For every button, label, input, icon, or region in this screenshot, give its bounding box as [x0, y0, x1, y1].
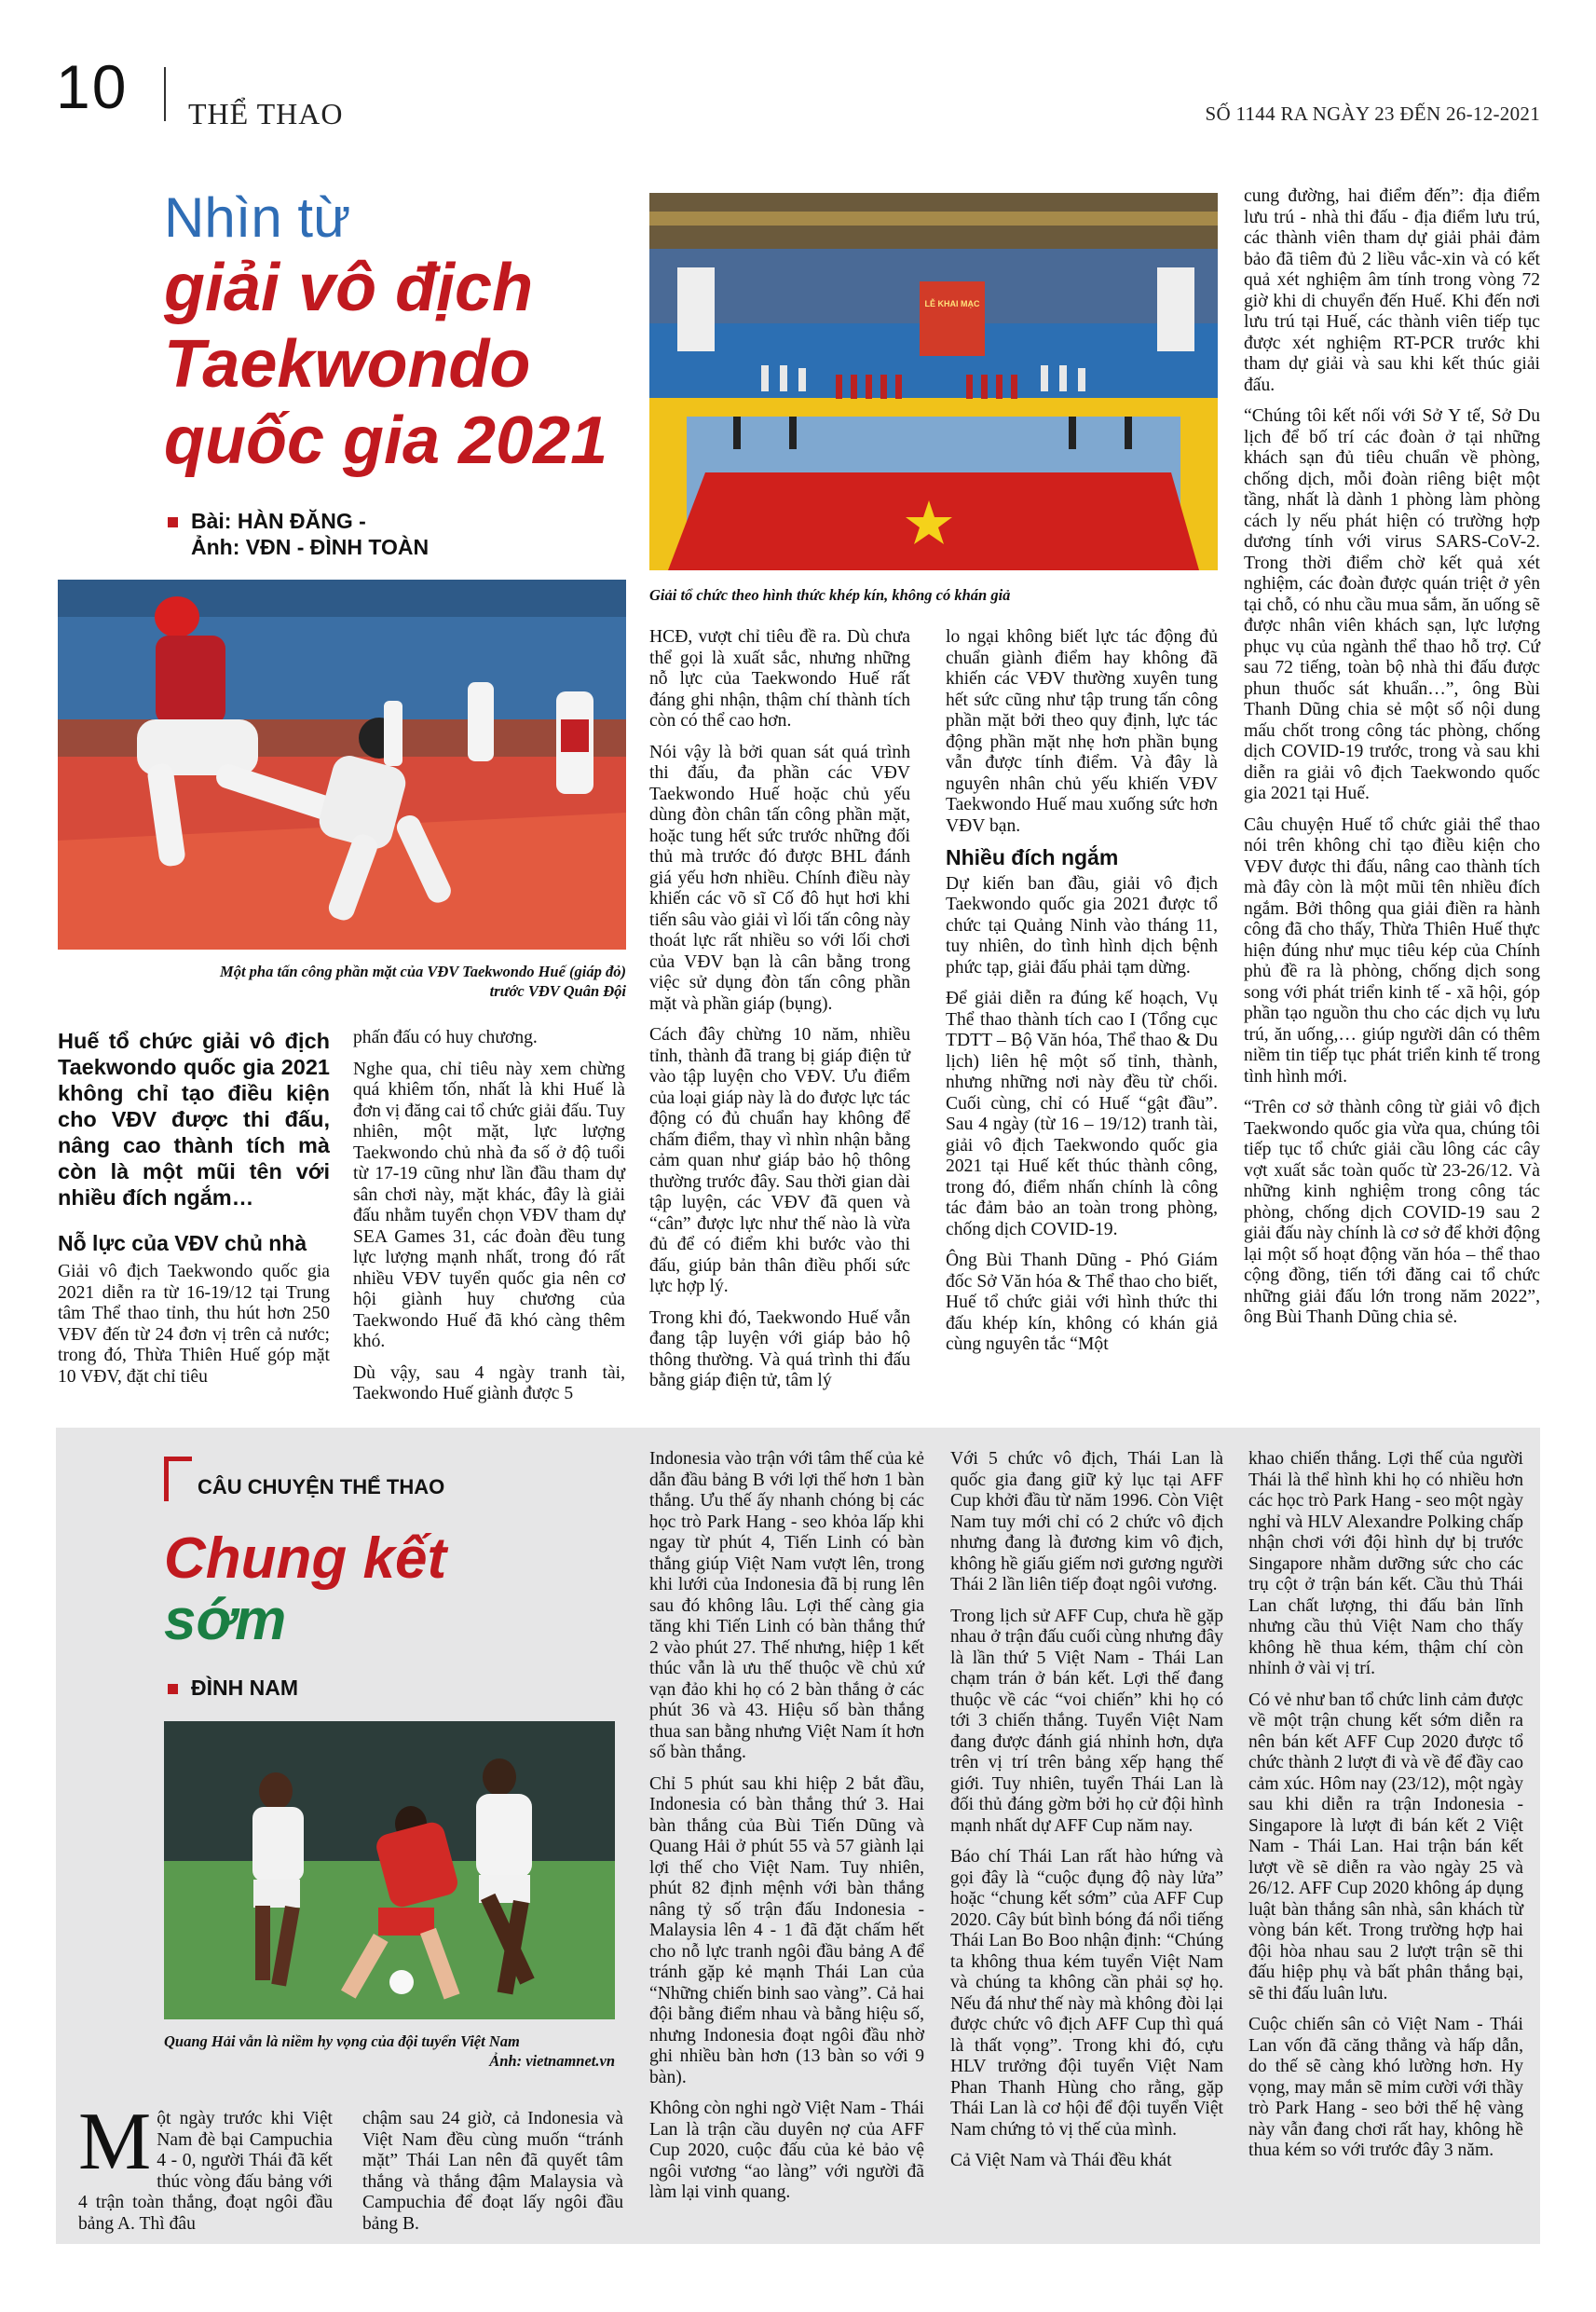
article2-col4 [950, 1449, 1223, 2182]
kicker-text: CÂU CHUYỆN THỂ THAO [198, 1475, 445, 1498]
a2-title-line2: sớm [164, 1588, 287, 1652]
article2-col2 [362, 2109, 623, 2245]
caption-football-text: Quang Hải vẫn là niềm hy vọng của đội tuyển Việt Nam [164, 2032, 520, 2050]
page-number: 10 [56, 52, 129, 121]
a1-c3-p2: Nói vậy là bởi quan sát quá trình thi đấu, đa phần các VĐV Taekwondo Huế hoặc chủ yếu dùng đòn chân tấn công phần mặt, hoặc tung hết sức trước những đối thủ mà trước đó được BHL đánh giá yếu hơn nhiều. Chính điều này khiến các võ sĩ Cố đô hụt hơi khi tiến sâu vào giải vì lối tấn công này thoát lực rất nhiều so với lối chơi của VĐV bạn là cân bằng trong việc sử dụng đòn tấn công phần mặt và phần giáp (bụng). [649, 742, 910, 1014]
article2-byline [168, 1676, 298, 1701]
a1-c4-p2: Dự kiến ban đầu, giải vô địch Taekwondo quốc gia 2021 được tổ chức tại Quảng Ninh vào tháng 11, tuy nhiên, do tình hình dịch bệnh phức tạp, giải đấu phải tạm dừng. [946, 873, 1218, 978]
byline-photo: Ảnh: VĐN - ĐÌNH TOÀN [191, 535, 430, 559]
a2-c5-p3: Cuộc chiến sân cỏ Việt Nam - Thái Lan vốn đã căng thẳng và hấp dẫn, do thế sẽ càng khó lường hơn. Hy vọng, may mắn sẽ mỉm cười với thầy trò Park Hang - seo bởi thế hệ vàng này vẫn đang chơi rất hay, không hề thua kém so với trước đây 3 năm. [1248, 2015, 1523, 2160]
byline-author: Bài: HÀN ĐĂNG - [191, 509, 366, 533]
a2-c4-p3: Báo chí Thái Lan rất hào hứng và gọi đây là “cuộc đụng độ này lửa” hoặc “chung kết sớm” của AFF Cup 2020. Cây bút bình bóng đá nổi tiếng Thái Lan Bo Boo nhận định: “Chúng ta không thua kém tuyển Việt Nam và chúng ta không cần phải sợ họ. Nếu đá như thế này mà không đòi lại được chức vô địch AFF Cup thì quá là thất vọng”. Trong khi đó, cựu HLV trưởng đội tuyển Việt Nam Phan Thanh Hùng cho rằng, gặp Thái Lan là cơ hội để đội tuyển Việt Nam chứng tỏ vị thế của mình. [950, 1847, 1223, 2140]
a2-c2-p1: chậm sau 24 giờ, cả Indonesia và Việt Nam đều cùng muốn “tránh mặt” Thái Lan nên đã quyết tâm thắng và thắng đậm Malaysia và Campuchia để đoạt lấy ngôi đầu bảng B. [362, 2109, 623, 2234]
title-line-4: quốc gia 2021 [164, 404, 608, 478]
a2-c3-p3: Không còn nghi ngờ Việt Nam - Thái Lan là trận cầu duyên nợ của AFF Cup 2020, cuộc đấu của kẻ bảo vệ ngôi vương “ao làng” với người đã làm lại vinh quang. [649, 2099, 924, 2202]
title-line-2: giải vô địch [164, 251, 534, 325]
byline2-bullet [168, 1684, 178, 1694]
a1-c5-p2: “Chúng tôi kết nối với Sở Y tế, Sở Du lịch để bố trí các đoàn ở tại những khách sạn đủ tiêu chuẩn về phòng, chống dịch, mỗi đoàn riêng biệt một tầng, nhất là dành 1 phòng làm phòng cách ly nếu phát hiện có trường hợp dương tính với virus SARS-CoV-2. Trong thời điểm chờ kết quả xét nghiệm, các đoàn được quán triệt ở yên tại chỗ, có nhu cầu mua sắm, ăn uống sẽ được nhân viên khách sạn, lực lượng phục vụ của ngành thể thao hỗ trợ. Cứ sau 72 tiếng, toàn bộ nhà thi đấu được phun thuốc sát khuẩn…”, ông Bùi Thanh Dũng chia sẻ một số nội dung mấu chốt trong công tác phòng, chống dịch COVID-19 trước, trong và sau khi diễn ra giải vô địch Taekwondo quốc gia 2021 tại Huế. [1244, 406, 1540, 803]
issue-date: SỐ 1144 RA NGÀY 23 ĐẾN 26-12-2021 [1205, 103, 1540, 125]
dropcap: M [78, 2097, 152, 2187]
a1-c3-p1: HCĐ, vượt chỉ tiêu đề ra. Dù chưa thể gọi là xuất sắc, nhưng những nỗ lực của Taekwondo Huế rất đáng ghi nhận, thậm chí thành tích còn có thể cao hơn. [649, 627, 910, 731]
a2-c4-p1: Với 5 chức vô địch, Thái Lan là quốc gia đang giữ kỷ lục tại AFF Cup khởi đầu từ năm 1996. Còn Việt Nam tuy mới chỉ có 2 chức vô địch nhưng đang là đương kim vô địch, không hề giấu giếm nơi gương người Thái 2 lần liên tiếp đoạt ngôi vương. [950, 1449, 1223, 1594]
caption-left-line2: trước VĐV Quân Đội [489, 982, 626, 1000]
title-line-1: Nhìn từ [164, 186, 351, 249]
article1-col5 [1244, 186, 1540, 1339]
byline-bullet [168, 517, 178, 527]
caption-left-line1: Một pha tấn công phần mặt của VĐV Taekwondo Huế (giáp đỏ) [220, 963, 626, 980]
article1-lead: Huế tổ chức giải vô địch Taekwondo quốc gia 2021 không chỉ tạo điều kiện cho VĐV được thi đấu, nâng cao thành tích mà còn là một mũi tên với nhiều đích ngắm… [58, 1029, 330, 1210]
a1-c4-p3: Để giải diễn ra đúng kế hoạch, Vụ Thể thao thành tích cao I (Tổng cục TDTT – Bộ Văn hóa, Thể thao & Du lịch) liên hệ một số tỉnh, thành, nhưng những nơi này đều từ chối. Cuối cùng, chỉ có Huế “gật đầu”. Sau 4 ngày (từ 16 – 19/12) tranh tài, giải vô địch Taekwondo quốc gia 2021 tại Huế kết thúc thành công, trong đó, điểm nhấn chính là công tác đảm bảo an toàn trong phòng, chống dịch COVID-19. [946, 989, 1218, 1239]
a2-c3-p1: Indonesia vào trận với tâm thế của kẻ dẫn đầu bảng B với lợi thế hơn 1 bàn thắng. Ưu thế ấy nhanh chóng bị các học trò Park Hang - seo khỏa lấp khi ngay từ phút 4, Tiến Linh có bàn thắng giúp Việt Nam vượt lên, trong khi lưới của Indonesia đã bị rung lên sau đó không lâu. Lợi thế càng gia tăng khi Tiến Linh có bàn thắng thứ 2 vào phút 27. Thế nhưng, hiệp 1 kết thúc vẫn là ưu thế thuộc về chủ xứ vạn đảo khi họ có 2 bàn thắng ở các phút 36 và 43. Hiệu số bàn thắng thua san bằng nhưng Việt Nam ít hơn số bàn thắng. [649, 1449, 924, 1762]
a2-c5-p1: khao chiến thắng. Lợi thế của người Thái là thể hình khi họ có nhiều hơn các học trò Park Hang - seo một ngày nghỉ và HLV Alexandre Polking chấp nhận chơi với đội hình dự bị trước Singapore nhằm dưỡng sức cho các trụ cột ở trận bán kết. Cầu thủ Thái Lan chất lượng, thi đấu bản lĩnh nhưng cầu thủ Việt Nam cho thấy không hề thua kém, thậm chí còn nhỉnh ở vài vị trí. [1248, 1449, 1523, 1678]
article1-col2 [353, 1028, 625, 1416]
byline2-author: ĐÌNH NAM [191, 1676, 298, 1700]
banner-text: LỄ KHAI MẠC [924, 299, 980, 308]
a2-c4-p4: Cả Việt Nam và Thái đều khát [950, 2151, 1172, 2170]
a1-c1-p1: Giải vô địch Taekwondo quốc gia 2021 diễn ra từ 16-19/12 tại Trung tâm Thể thao tỉnh, thu hút hơn 250 VĐV đến từ 24 đơn vị trên cả nước; trong đó, Thừa Thiên Huế góp mặt 10 VĐV, đặt chỉ tiêu [58, 1262, 330, 1387]
a1-c2-p2: Nghe qua, chỉ tiêu này xem chừng quá khiêm tốn, nhất là khi Huế là đơn vị đăng cai tổ chức giải đấu. Tuy nhiên, một mặt, lực lượng Taekwondo chủ nhà đa số ở độ tuổi từ 17-19 cũng như lần đầu tham dự sân chơi này, mặt khác, đây là giải đấu nhằm tuyển chọn VĐV tham dự SEA Games 31, các đoàn đều tung lực lượng mạnh nhất, trong đó rất nhiều VĐV tuyển quốc gia nên cơ hội giành huy chương của Taekwondo Huế đã khó càng thêm khó. [353, 1059, 625, 1351]
header-divider [164, 67, 166, 121]
page-header [56, 52, 1540, 130]
caption-football-credit: Ảnh: vietnamnet.vn [489, 2052, 615, 2070]
a1-c2-p3: Dù vậy, sau 4 ngày tranh tài, Taekwondo Huế giành được 5 [353, 1362, 625, 1403]
a1-c5-p1: cung đường, hai điểm đến”: địa điểm lưu trú - nhà thi đấu - địa điểm lưu trú, các thành viên tham dự giải phải đảm bảo đã tiêm đủ 2 liều vắc-xin và có kết quả xét nghiệm âm tính trong vòng 72 giờ khi di chuyển đến Huế. Khi đến nơi lưu trú tại Huế, các thành viên tiếp tục được xét nghiệm RT-PCR trước khi tham dự giải và sau khi kết thúc giải đấu. [1244, 186, 1540, 395]
caption-top-photo: Giải tổ chức theo hình thức khép kín, không có khán giả [649, 586, 1011, 604]
subhead-1: Nỗ lực của VĐV chủ nhà [58, 1231, 307, 1255]
a2-title-line1: Chung kết [164, 1526, 447, 1591]
article1-col3 [649, 627, 910, 1402]
subhead-2: Nhiều đích ngắm [946, 845, 1119, 869]
a1-c3-p4: Trong khi đó, Taekwondo Huế vẫn đang tập luyện với giáp bảo hộ thông thường. Và quá trình thi đấu bằng giáp điện tử, tâm lý [649, 1307, 910, 1390]
caption-left-photo [58, 962, 626, 1001]
a1-c5-p4: “Trên cơ sở thành công từ giải vô địch Taekwondo quốc gia vừa qua, chúng tôi tiếp tục tổ chức giải cầu lông các cây vợt xuất sắc toàn quốc từ 23-26/12. Và những kinh nghiệm trong công tác phòng, chống dịch COVID-19 sau 2 giải đấu này chính là cơ sở để khởi động lại một số hoạt động văn hóa – thể thao cộng đồng, tiến tới đăng cai tổ chức những giải đấu lớn trong năm 2022”, ông Bùi Thanh Dũng chia sẻ. [1244, 1098, 1540, 1327]
a2-c1-p1: ột ngày trước khi Việt Nam đè bại Campuchia 4 - 0, người Thái đã kết thúc vòng đấu bảng với 4 trận toàn thắng, đoạt ngôi đầu bảng A. Thì đâu [78, 2109, 333, 2234]
a1-c3-p3: Cách đây chừng 10 năm, nhiều tỉnh, thành đã trang bị giáp điện tử vào tập luyện cho VĐV. Ưu điểm của loại giáp này là do được lực tác động có đủ chuẩn hay không để chấm điểm, thay vì nhìn nhận bằng cảm quan như giáp bảo hộ thông thường trước đây. Sau thời gian dài tập luyện, các VĐV đã quen và “cân” được lực như thế nào là vừa đủ để có điểm khi bước vào thi đấu, giúp bản thân điều phối sức lực hợp lý. [649, 1025, 910, 1296]
article1-title [164, 186, 648, 479]
a1-c2-p1: phấn đấu có huy chương. [353, 1028, 538, 1047]
a2-c5-p2: Có vẻ như ban tổ chức linh cảm được về một trận chung kết sớm diễn ra nên bán kết AFF Cup 2020 được tổ chức thành 2 lượt đi và về để đầy cao cảm xúc. Hôm nay (23/12), một ngày sau khi diễn ra trận Indonesia - Singapore là lượt đi bán kết 2 Việt Nam - Thái Lan. Hai trận bán kết lượt về sẽ diễn ra vào ngày 25 và 26/12. AFF Cup 2020 không áp dụng luật bàn thắng sân nhà, sân khách từ vòng bán kết. Trong trường hợp hai đội hòa nhau sau 2 lượt trận sẽ thi đấu hiệp phụ và bất phân thắng bại, sẽ thi đấu luân lưu. [1248, 1690, 1523, 2004]
section-name: THỂ THAO [188, 97, 344, 130]
article2-col5 [1248, 1449, 1523, 2172]
title-line-3: Taekwondo [164, 327, 531, 402]
caption-football-photo [164, 2032, 615, 2071]
a2-c4-p2: Trong lịch sử AFF Cup, chưa hề gặp nhau ở trận đấu cuối cùng nhưng đây là lần thứ 5 Việt Nam - Thái Lan chạm trán ở bán kết. Lợi thế đang thuộc về các “voi chiến” khi họ có tới 3 chiến thắng. Tuyển Việt Nam đang được đánh giá nhỉnh hơn, dựa trên vị trí trên bảng xếp hạng thế giới. Tuy nhiên, tuyển Thái Lan là đối thủ đáng gờm bởi họ cử đội hình mạnh nhất dự AFF Cup năm nay. [950, 1606, 1223, 1836]
article1-byline [168, 508, 429, 560]
article2-col3 [649, 1449, 924, 2214]
article1-col4 [946, 627, 1218, 1366]
photo-taekwondo-match [58, 580, 626, 950]
article2-col1 [78, 2097, 333, 2245]
photo-opening-ceremony [649, 193, 1218, 570]
a1-c4-p4: Ông Bùi Thanh Dũng - Phó Giám đốc Sở Văn hóa & Thể thao cho biết, Huế tổ chức giải với hình thức thi đấu khép kín, không có khán giả cùng nguyên tắc “Một [946, 1251, 1218, 1354]
article2-title [164, 1528, 462, 1651]
a1-c4-p1: lo ngại không biết lực tác động đủ chuẩn giành điểm hay không đã khiến các VĐV thường xuyên tung hết sức cũng như tập trung tấn công phần mặt bởi theo quy định, lực tác động phần mặt nhẹ hơn phần bụng vẫn được tính điểm. Và đây là nguyên nhân chủ yếu khiến VĐV Taekwondo Huế mau xuống sức hơn VĐV bạn. [946, 627, 1218, 836]
photo-football-match [164, 1721, 615, 2019]
kicker-bracket [164, 1457, 192, 1501]
article1-col1 [58, 1028, 330, 1398]
a2-c3-p2: Chỉ 5 phút sau khi hiệp 2 bắt đầu, Indonesia có bàn thắng thứ 3. Hai bàn thắng của Bùi Tiến Dũng và Quang Hải ở phút 55 và 57 giành lại lợi thế cho Việt Nam. Tuy nhiên, phút 82 định mệnh với bàn thắng nâng tỷ số trận đấu Indonesia - Malaysia lên 4 - 1 đã đặt chấm hết cho nỗ lực tranh ngôi đầu bảng A để tránh gặp kẻ mạnh Thái Lan của “Những chiến binh sao vàng”. Cả hai đội bằng điểm nhau và bằng hiệu số, nhưng Indonesia đoạt ngôi đầu nhờ ghi nhiều bàn hơn (13 bàn so với 9 bàn). [649, 1773, 924, 2087]
a1-c5-p3: Câu chuyện Huế tổ chức giải thể thao nói trên không chỉ tạo điều kiện cho VĐV được thi đấu, nâng cao thành tích mà đây còn là một mũi tên nhiều đích ngắm. Bởi thông qua giải điền ra hành công đã cho thấy, Thừa Thiên Huế thực hiện đúng như mục tiêu kép của Chính phủ đề ra là phòng, chống dịch song song với phát triển kinh tế - xã hội, góp phần tạo nguồn thu cho các dịch vụ lưu trú, ăn uống,… giúp người dân có thêm niềm tin tiếp tục phát triển kinh tế trong tình hình mới. [1244, 814, 1540, 1087]
